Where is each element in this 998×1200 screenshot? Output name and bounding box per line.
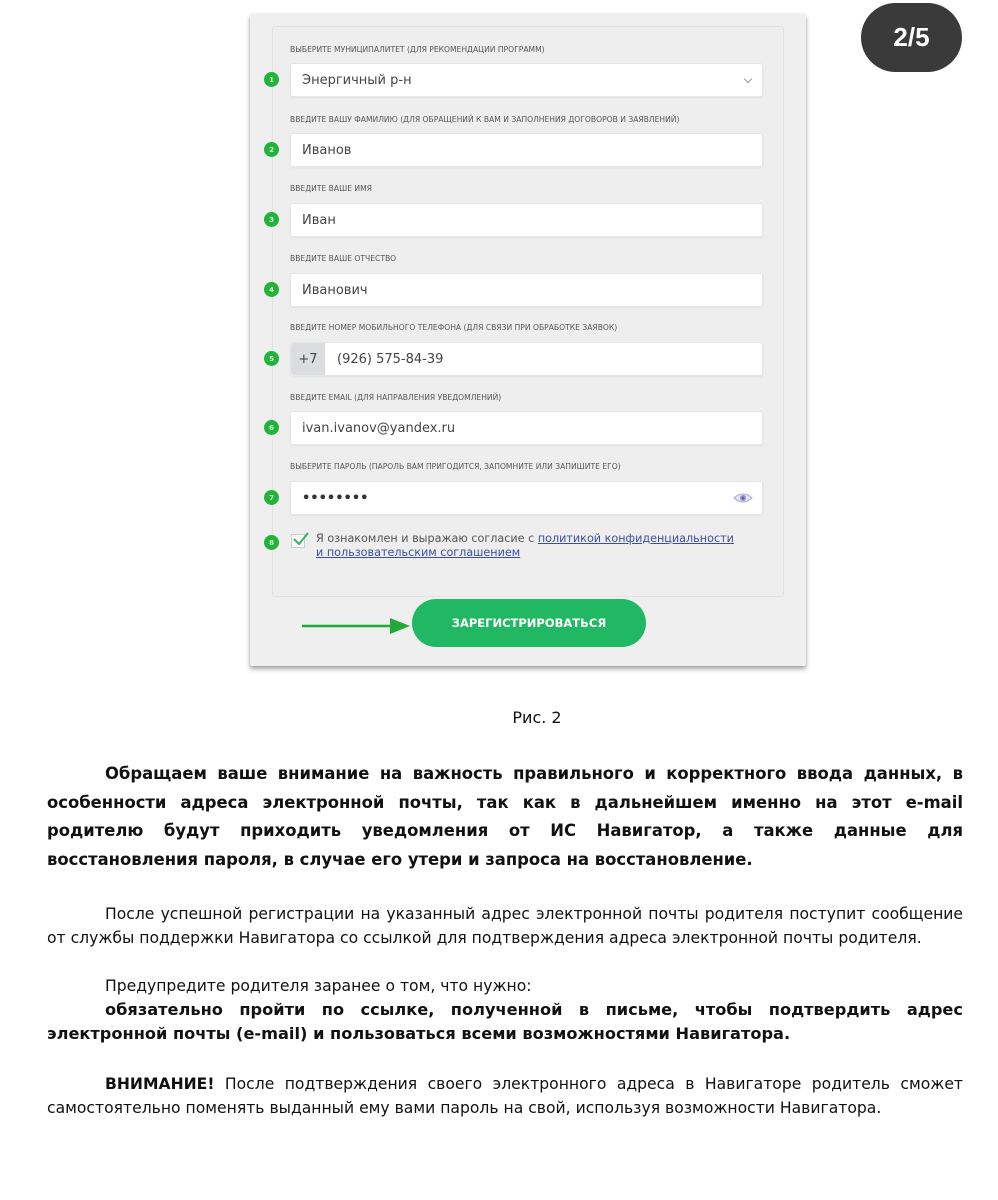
arrow-right-icon xyxy=(302,615,412,641)
privacy-policy-link[interactable]: политикой конфиденциальности xyxy=(537,532,734,545)
step-badge-7: 7 xyxy=(264,490,279,505)
phone-input[interactable] xyxy=(290,342,763,376)
municipality-value: Энергичный р-н xyxy=(302,72,412,88)
municipality-select[interactable] xyxy=(290,63,763,97)
first-name-input[interactable] xyxy=(290,203,763,237)
registration-form-figure xyxy=(250,14,806,666)
paragraph-text: Обращаем ваше внимание на важность правильного и корректного ввода данных, в особенности адреса электронной почты, так как в дальнейшем именно на этот e-mail родителю будут приходить уведомления от ИС Навигатор, а также данные для восстановления пароля, в случае его утери и запроса на восстановление. xyxy=(47,764,963,869)
step-badge-1: 1 xyxy=(264,72,279,87)
eye-icon[interactable] xyxy=(733,492,753,508)
checkmark-icon xyxy=(293,531,309,550)
phone-value: (926) 575-84-39 xyxy=(337,351,444,367)
step-badge-2: 2 xyxy=(264,142,279,157)
municipality-label: ВЫБЕРИТЕ МУНИЦИПАЛИТЕТ (ДЛЯ РЕКОМЕНДАЦИИ ПРОГРАММ) xyxy=(290,45,545,54)
paragraph-attention xyxy=(47,1072,963,1120)
patronymic-value: Иванович xyxy=(302,282,368,298)
patronymic-input[interactable] xyxy=(290,273,763,307)
password-input[interactable] xyxy=(290,481,763,515)
surname-input[interactable] xyxy=(290,133,763,167)
paragraph-email-importance xyxy=(47,760,963,874)
user-agreement-link[interactable]: и пользовательским соглашением xyxy=(316,545,521,559)
phone-country-prefix: +7 xyxy=(291,343,325,375)
email-label: ВВЕДИТЕ EMAIL (ДЛЯ НАПРАВЛЕНИЯ УВЕДОМЛЕНИЙ) xyxy=(290,393,502,402)
email-value: ivan.ivanov@yandex.ru xyxy=(302,420,456,436)
step-badge-3: 3 xyxy=(264,212,279,227)
figure-caption: Рис. 2 xyxy=(512,708,562,727)
paragraph-follow-link xyxy=(47,998,963,1046)
step-badge-6: 6 xyxy=(264,420,279,435)
patronymic-label: ВВЕДИТЕ ВАШЕ ОТЧЕСТВО xyxy=(290,254,397,263)
first-name-value: Иван xyxy=(302,212,336,228)
first-name-label: ВВЕДИТЕ ВАШЕ ИМЯ xyxy=(290,184,372,193)
paragraph-confirmation-message xyxy=(47,902,963,950)
paragraph-text: Предупредите родителя заранее о том, что нужно: xyxy=(105,977,532,995)
paragraph-warn-parent xyxy=(47,974,963,998)
attention-label: ВНИМАНИЕ! xyxy=(105,1075,215,1093)
paragraph-text: После успешной регистрации на указанный адрес электронной почты родителя поступит сообщение от службы поддержки Навигатора со ссылкой для подтверждения адреса электронной почты родителя. xyxy=(47,905,963,947)
password-label: ВЫБЕРИТЕ ПАРОЛЬ (ПАРОЛЬ ВАМ ПРИГОДИТСЯ, ЗАПОМНИТЕ ИЛИ ЗАПИШИТЕ ЕГО) xyxy=(290,462,621,471)
consent-text-prefix: Я ознакомлен и выражаю согласие с xyxy=(316,532,538,545)
paragraph-text: После подтверждения своего электронного адреса в Навигаторе родитель сможет самостоятельно поменять выданный ему вами пароль на свой, используя возможности Навигатора. xyxy=(47,1075,963,1117)
consent-text xyxy=(316,532,766,559)
email-input[interactable] xyxy=(290,411,763,445)
register-button[interactable]: ЗАРЕГИСТРИРОВАТЬСЯ xyxy=(412,599,646,647)
step-badge-4: 4 xyxy=(264,282,279,297)
paragraph-text: обязательно пройти по ссылке, полученной в письме, чтобы подтвердить адрес электронной почты (e-mail) и пользоваться всеми возможностями Навигатора. xyxy=(47,1000,963,1043)
page-counter-badge: 2/5 xyxy=(861,3,962,72)
surname-label: ВВЕДИТЕ ВАШУ ФАМИЛИЮ (ДЛЯ ОБРАЩЕНИЙ К ВАМ И ЗАПОЛНЕНИЯ ДОГОВОРОВ И ЗАЯВЛЕНИЙ) xyxy=(290,115,680,124)
surname-value: Иванов xyxy=(302,142,352,158)
step-badge-5: 5 xyxy=(264,351,279,366)
chevron-down-icon xyxy=(744,75,752,83)
password-value: •••••••• xyxy=(302,490,369,506)
phone-label: ВВЕДИТЕ НОМЕР МОБИЛЬНОГО ТЕЛЕФОНА (ДЛЯ СВЯЗИ ПРИ ОБРАБОТКЕ ЗАЯВОК) xyxy=(290,323,618,332)
step-badge-8: 8 xyxy=(264,535,279,550)
